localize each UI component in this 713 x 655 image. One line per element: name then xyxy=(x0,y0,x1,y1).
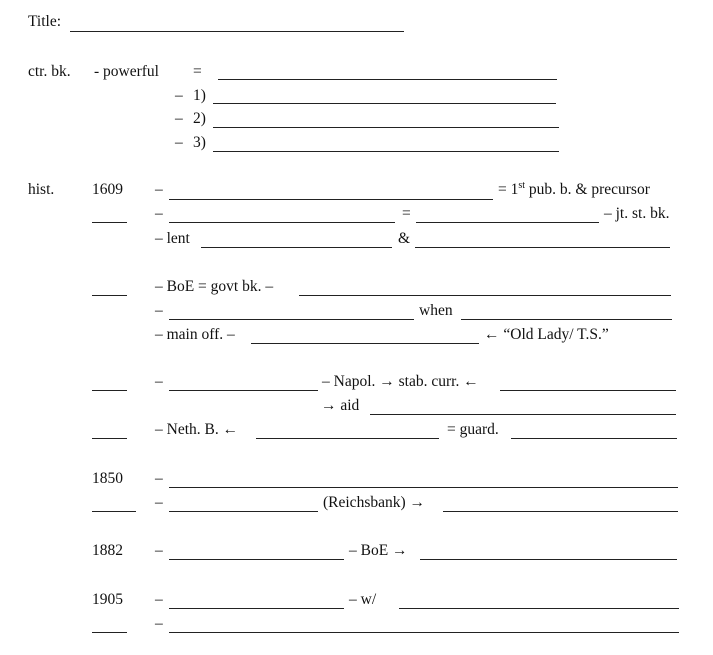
row13-blank-right[interactable] xyxy=(399,608,679,609)
row3-blank-right[interactable] xyxy=(415,247,670,248)
ampersand: & xyxy=(398,230,411,247)
item-3-blank[interactable] xyxy=(213,151,559,152)
joint-stock-bank-text: – jt. st. bk. xyxy=(604,205,670,222)
central-bank-label: ctr. bk. xyxy=(28,63,71,80)
first-pub-bank-text: = 1st pub. b. & precursor xyxy=(498,179,650,198)
item-2-label: 2) xyxy=(193,110,206,127)
row-dash: – xyxy=(155,373,163,390)
item-1-blank[interactable] xyxy=(213,103,556,104)
row7-blank-left[interactable] xyxy=(169,390,318,391)
row-dash: – xyxy=(155,542,163,559)
main-office-text: – main off. – xyxy=(155,326,235,343)
history-label: hist. xyxy=(28,181,55,198)
row10-blank[interactable] xyxy=(169,487,678,488)
year-blank[interactable] xyxy=(92,222,127,223)
powerful-blank[interactable] xyxy=(218,79,557,80)
year-1609: 1609 xyxy=(92,181,123,198)
title-label: Title: xyxy=(28,13,62,30)
row12-blank-left[interactable] xyxy=(169,559,344,560)
lent-text: – lent xyxy=(155,230,190,247)
row1-blank[interactable] xyxy=(169,199,493,200)
napoleon-stable-currency-text: – Napol. → stab. curr. ← xyxy=(322,373,479,390)
year-blank[interactable] xyxy=(92,511,136,512)
year-blank[interactable] xyxy=(92,438,127,439)
year-1882: 1882 xyxy=(92,542,123,559)
row11-blank-left[interactable] xyxy=(169,511,318,512)
row12-blank-right[interactable] xyxy=(420,559,677,560)
row13-blank-left[interactable] xyxy=(169,608,344,609)
reichsbank-text: (Reichsbank) → xyxy=(323,494,426,511)
row-dash: – xyxy=(155,181,163,198)
title-blank[interactable] xyxy=(70,31,404,32)
with-text: – w/ xyxy=(349,591,377,608)
row-dash: – xyxy=(155,470,163,487)
row-dash: – xyxy=(155,205,163,222)
row8-blank[interactable] xyxy=(370,414,676,415)
row5-blank-right[interactable] xyxy=(461,319,672,320)
item-dash: – xyxy=(175,110,183,127)
row5-blank-left[interactable] xyxy=(169,319,414,320)
row4-blank[interactable] xyxy=(299,295,671,296)
netherlands-bank-text: – Neth. B. ← xyxy=(155,421,239,438)
item-dash: – xyxy=(175,134,183,151)
row9-blank-left[interactable] xyxy=(256,438,439,439)
row2-blank-right[interactable] xyxy=(416,222,599,223)
row-dash: – xyxy=(155,591,163,608)
item-1-label: 1) xyxy=(193,87,206,104)
row7-blank-right[interactable] xyxy=(500,390,676,391)
item-3-label: 3) xyxy=(193,134,206,151)
row11-blank-right[interactable] xyxy=(443,511,678,512)
boe-govt-bank-text: – BoE = govt bk. – xyxy=(155,278,274,295)
year-blank[interactable] xyxy=(92,390,127,391)
row-dash: – xyxy=(155,494,163,511)
equals-sign: = xyxy=(402,205,411,222)
equals-sign: = xyxy=(193,63,202,80)
row-dash: – xyxy=(155,615,163,632)
boe-arrow-text: – BoE → xyxy=(349,542,408,559)
row2-blank-left[interactable] xyxy=(169,222,395,223)
year-blank[interactable] xyxy=(92,632,127,633)
aid-text: → aid xyxy=(321,397,360,414)
row3-blank-left[interactable] xyxy=(201,247,392,248)
row9-blank-right[interactable] xyxy=(511,438,677,439)
item-dash: – xyxy=(175,87,183,104)
year-blank[interactable] xyxy=(92,295,127,296)
guard-text: = guard. xyxy=(447,421,499,438)
year-1850: 1850 xyxy=(92,470,123,487)
row-dash: – xyxy=(155,302,163,319)
row6-blank[interactable] xyxy=(251,343,479,344)
when-text: when xyxy=(419,302,453,319)
year-1905: 1905 xyxy=(92,591,123,608)
row14-blank[interactable] xyxy=(169,632,679,633)
item-2-blank[interactable] xyxy=(213,127,559,128)
powerful-label: - powerful xyxy=(94,63,159,80)
old-lady-text: ← “Old Lady/ T.S.” xyxy=(484,326,609,343)
